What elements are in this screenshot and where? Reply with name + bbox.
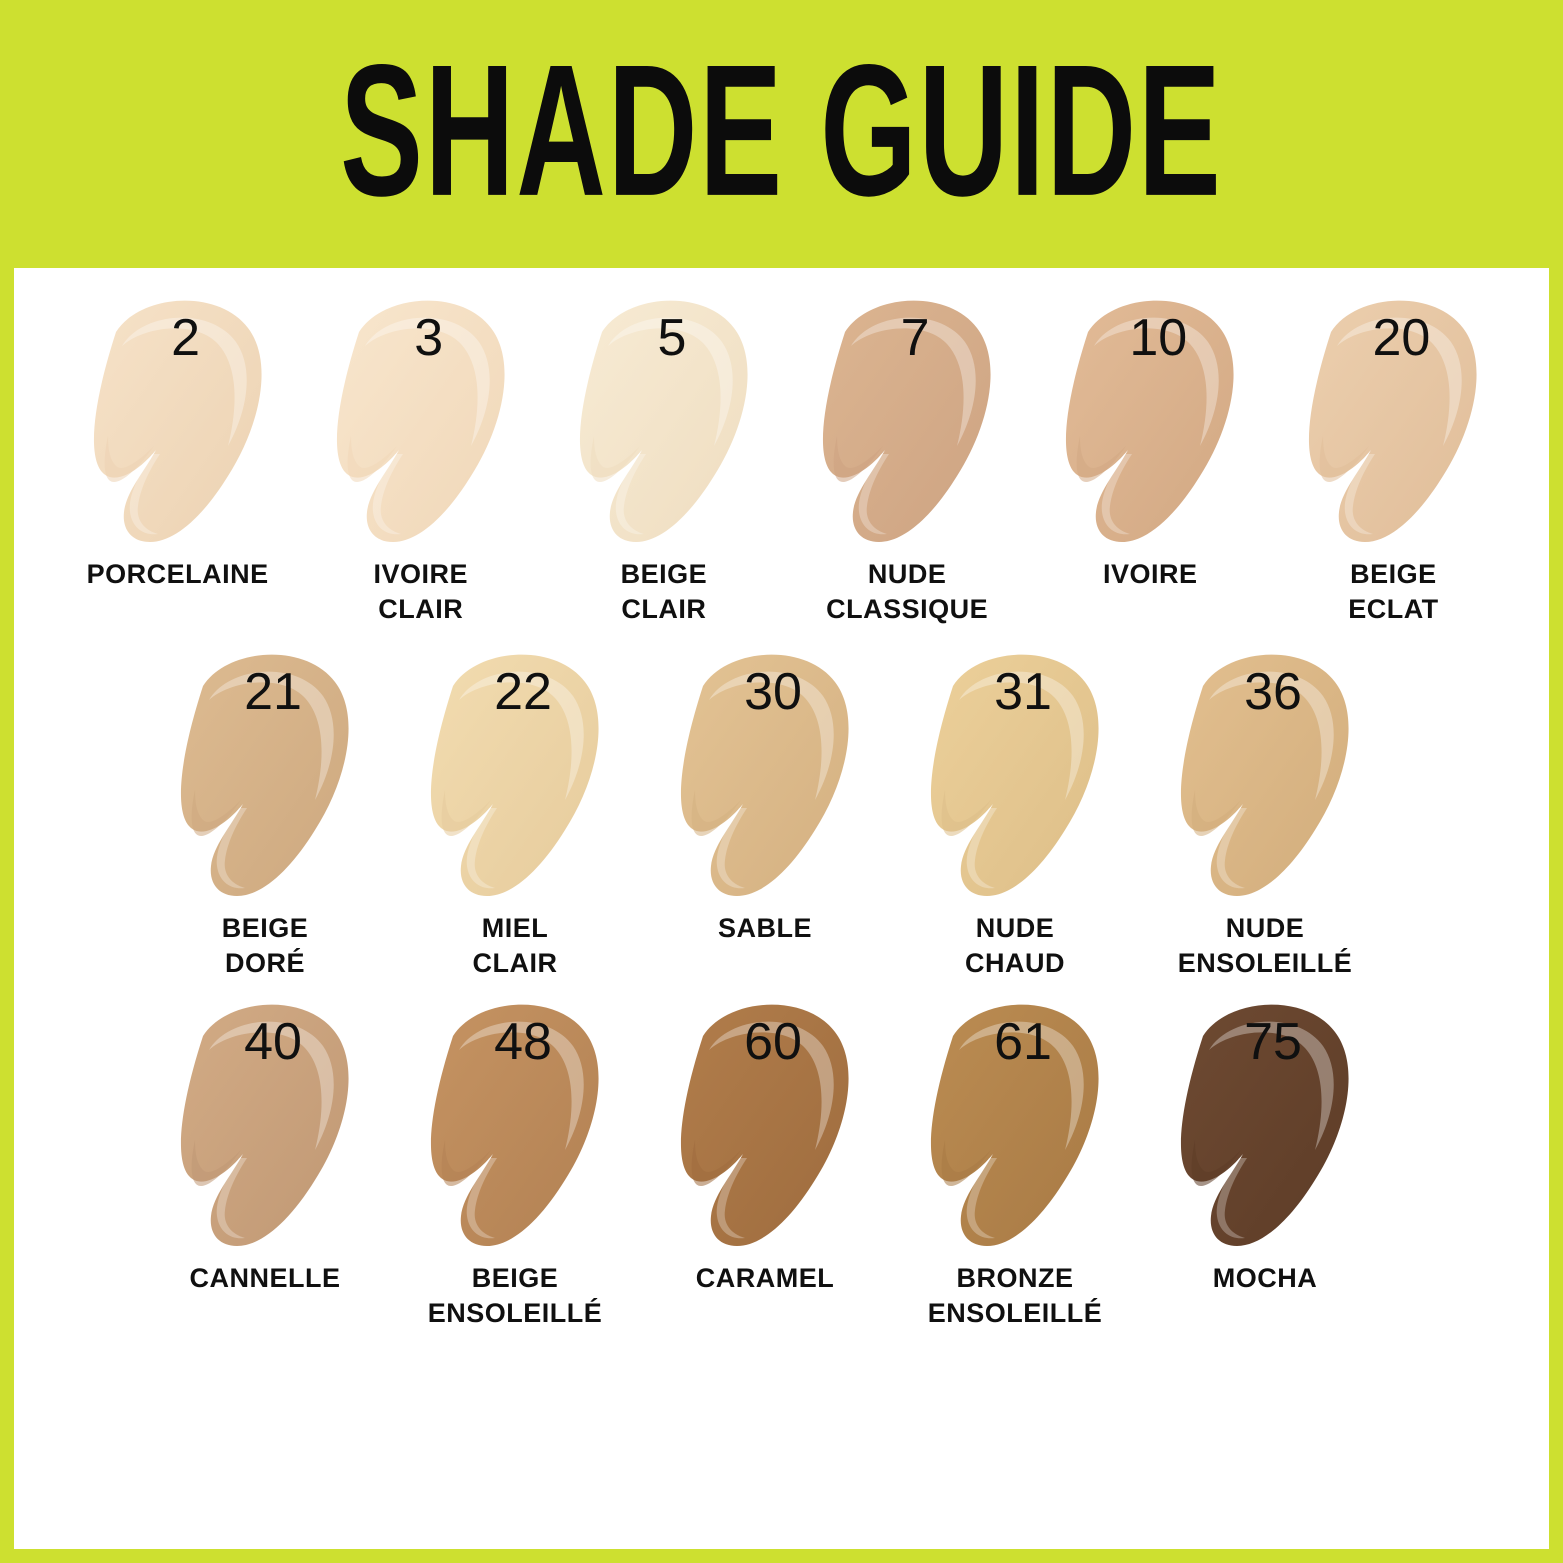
shade-name bbox=[965, 911, 1065, 980]
shade-name-line: CANNELLE bbox=[189, 1263, 341, 1294]
shade-name bbox=[190, 1261, 341, 1296]
shade-swatch-48[interactable] bbox=[390, 990, 640, 1330]
shade-name-line: BEIGE bbox=[221, 913, 309, 944]
shade-name-line: BRONZE bbox=[956, 1263, 1074, 1294]
shade-number: 75 bbox=[1244, 1013, 1302, 1072]
shade-name bbox=[87, 557, 269, 592]
swatch-icon bbox=[165, 640, 365, 905]
shade-swatch-31[interactable] bbox=[890, 640, 1140, 980]
shade-name-line: ENSOLEILLÉ bbox=[427, 1297, 603, 1328]
swatch-icon bbox=[665, 990, 865, 1255]
swatch-icon bbox=[1293, 286, 1493, 551]
shade-name-line: ECLAT bbox=[1348, 593, 1439, 624]
swatch-icon bbox=[78, 286, 278, 551]
swatch-icon bbox=[415, 640, 615, 905]
shade-row bbox=[140, 640, 1515, 980]
shade-number: 22 bbox=[494, 663, 552, 722]
shade-name-line: NUDE bbox=[975, 913, 1055, 944]
shade-name bbox=[696, 1261, 835, 1296]
swatch-icon bbox=[415, 990, 615, 1255]
shade-swatch-2[interactable] bbox=[56, 286, 299, 592]
shade-name-line: CHAUD bbox=[965, 947, 1065, 978]
shade-swatch-21[interactable] bbox=[140, 640, 390, 980]
shade-name bbox=[621, 557, 708, 626]
shade-swatch-22[interactable] bbox=[390, 640, 640, 980]
shade-swatch-5[interactable] bbox=[542, 286, 785, 626]
shade-name bbox=[1178, 911, 1353, 980]
shade-swatch-3[interactable] bbox=[299, 286, 542, 626]
shade-name-line: NUDE bbox=[1225, 913, 1305, 944]
swatch-icon bbox=[321, 286, 521, 551]
shade-row bbox=[140, 990, 1515, 1330]
swatch-icon bbox=[1165, 640, 1365, 905]
shade-name bbox=[718, 911, 812, 946]
shade-name-line: PORCELAINE bbox=[86, 559, 269, 589]
shade-number: 10 bbox=[1129, 309, 1188, 367]
swatch-icon bbox=[165, 990, 365, 1255]
shade-name-line: DORÉ bbox=[224, 947, 305, 978]
swatch-icon bbox=[915, 640, 1115, 905]
shade-name-line: IVOIRE bbox=[373, 559, 469, 589]
shade-name-line: ENSOLEILLÉ bbox=[927, 1297, 1103, 1328]
shade-swatch-40[interactable] bbox=[140, 990, 390, 1296]
header-bar bbox=[0, 0, 1563, 262]
page-title: SHADE GUIDE bbox=[340, 25, 1223, 235]
shade-number: 3 bbox=[414, 309, 444, 367]
shade-name bbox=[373, 557, 468, 626]
shade-row bbox=[56, 286, 1515, 626]
shade-name-line: BEIGE bbox=[620, 559, 708, 589]
shade-number: 40 bbox=[244, 1013, 302, 1072]
shade-swatch-61[interactable] bbox=[890, 990, 1140, 1330]
shade-number: 36 bbox=[1244, 663, 1302, 722]
shade-name-line: ENSOLEILLÉ bbox=[1177, 947, 1353, 978]
shade-name bbox=[428, 1261, 603, 1330]
shade-name-line: BEIGE bbox=[1350, 559, 1437, 589]
shade-name bbox=[1103, 557, 1198, 592]
shade-grid bbox=[14, 268, 1549, 1330]
shade-number: 21 bbox=[244, 663, 302, 722]
shade-name-line: MOCHA bbox=[1212, 1263, 1318, 1294]
shade-number: 30 bbox=[744, 663, 802, 722]
shade-name-line: CARAMEL bbox=[695, 1263, 835, 1294]
shade-name-line: BEIGE bbox=[471, 1263, 559, 1294]
shade-name-line: CLAIR bbox=[621, 593, 707, 624]
shade-swatch-20[interactable] bbox=[1272, 286, 1515, 626]
shade-number: 61 bbox=[994, 1013, 1052, 1072]
shade-name-line: SABLE bbox=[717, 913, 812, 944]
swatch-icon bbox=[915, 990, 1115, 1255]
shade-name-line: CLASSIQUE bbox=[826, 593, 989, 624]
shade-name bbox=[1213, 1261, 1318, 1296]
shade-number: 20 bbox=[1372, 309, 1431, 367]
shade-swatch-10[interactable] bbox=[1029, 286, 1272, 592]
shade-name bbox=[826, 557, 988, 626]
shade-swatch-30[interactable] bbox=[640, 640, 890, 946]
shade-swatch-75[interactable] bbox=[1140, 990, 1390, 1296]
swatch-icon bbox=[807, 286, 1007, 551]
shade-number: 48 bbox=[494, 1013, 552, 1072]
swatch-icon bbox=[1050, 286, 1250, 551]
shade-panel bbox=[14, 268, 1549, 1549]
shade-name bbox=[1348, 557, 1439, 626]
shade-number: 7 bbox=[900, 309, 930, 367]
shade-swatch-7[interactable] bbox=[786, 286, 1029, 626]
shade-name-line: NUDE bbox=[867, 559, 947, 589]
swatch-icon bbox=[1165, 990, 1365, 1255]
swatch-icon bbox=[665, 640, 865, 905]
shade-number: 60 bbox=[744, 1013, 802, 1072]
shade-name-line: MIEL bbox=[481, 913, 549, 944]
shade-number: 2 bbox=[171, 309, 201, 367]
shade-number: 31 bbox=[994, 663, 1052, 722]
shade-name bbox=[222, 911, 309, 980]
shade-name bbox=[473, 911, 558, 980]
shade-name bbox=[928, 1261, 1103, 1330]
shade-number: 5 bbox=[657, 309, 687, 367]
shade-swatch-60[interactable] bbox=[640, 990, 890, 1296]
swatch-icon bbox=[564, 286, 764, 551]
shade-name-line: CLAIR bbox=[472, 947, 558, 978]
shade-name-line: CLAIR bbox=[378, 593, 464, 624]
shade-name-line: IVOIRE bbox=[1103, 559, 1198, 589]
shade-swatch-36[interactable] bbox=[1140, 640, 1390, 980]
